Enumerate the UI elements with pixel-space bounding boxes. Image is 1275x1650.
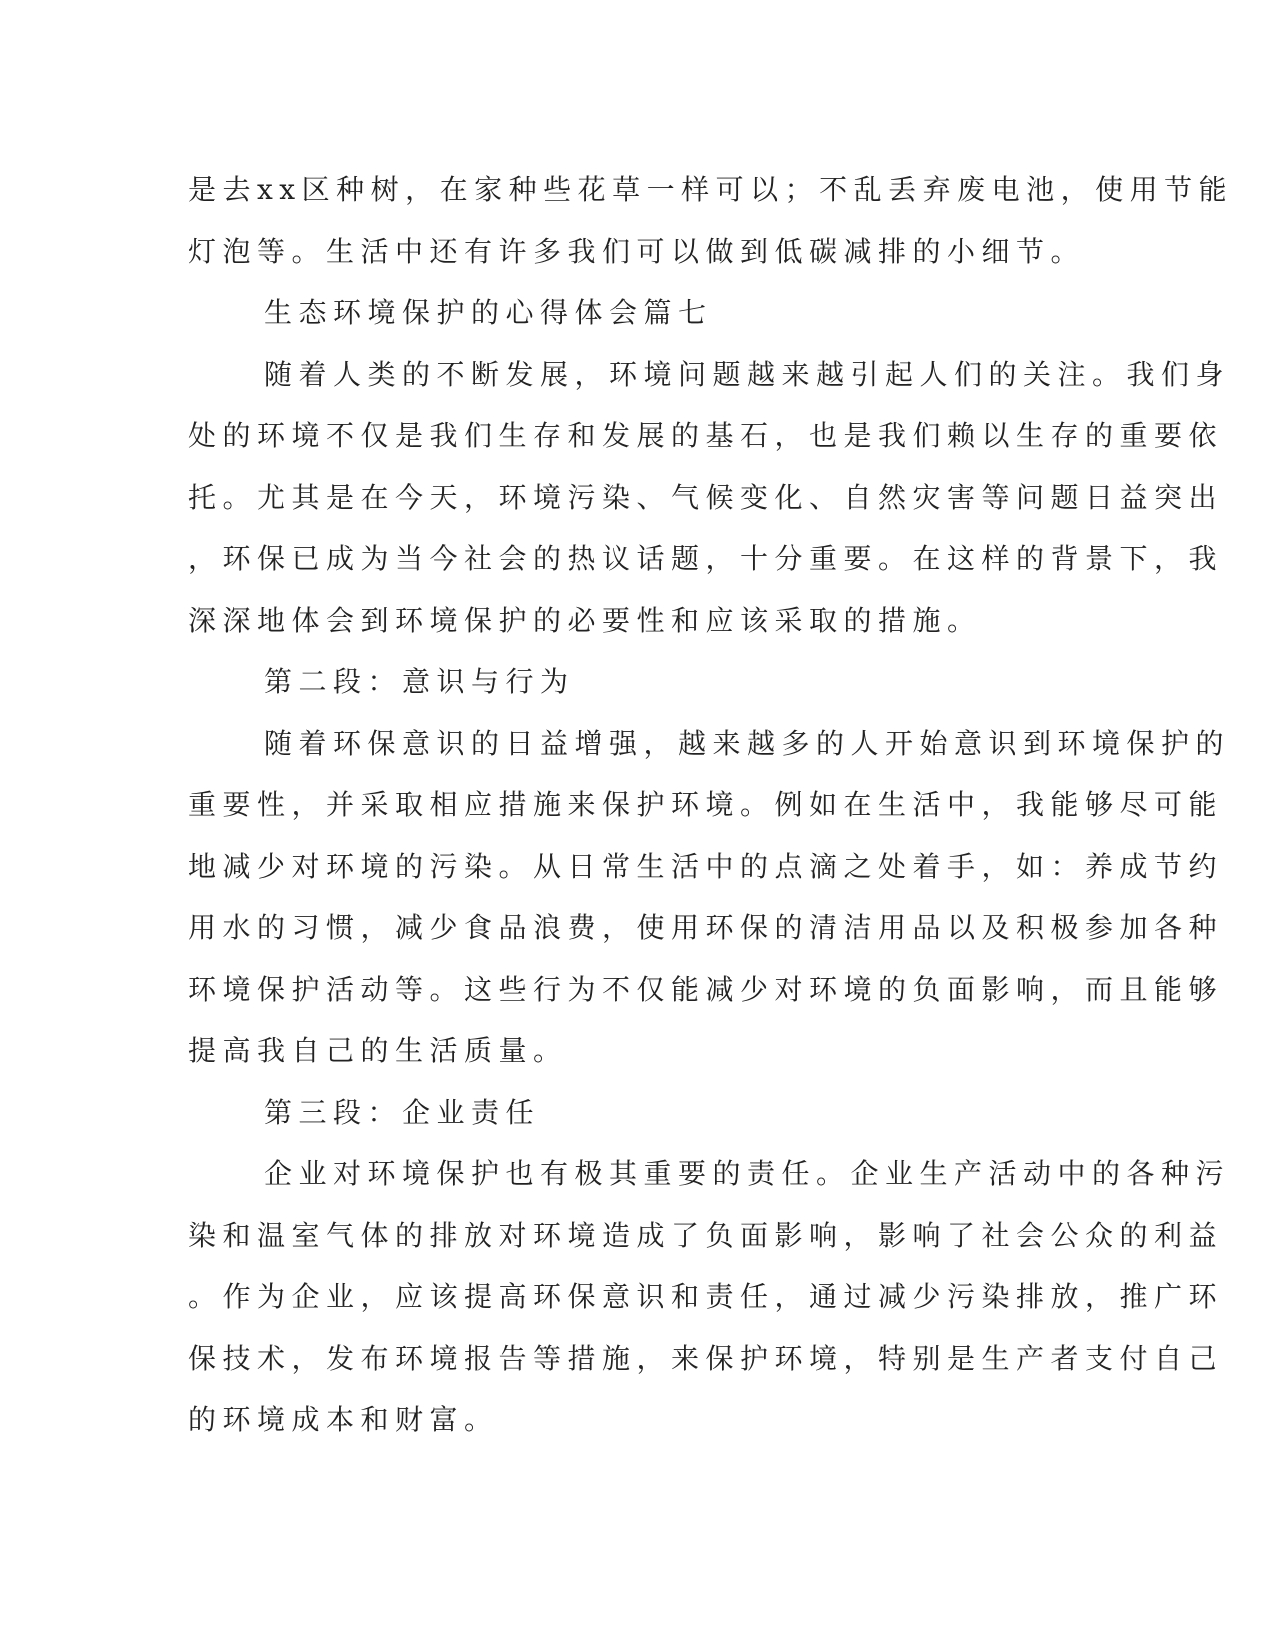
text-line: 是去xx区种树，在家种些花草一样可以；不乱丢弃废电池，使用节能 — [188, 173, 1234, 206]
text-line: 第二段：意识与行为 — [264, 665, 575, 698]
text-line: 处的环境不仅是我们生存和发展的基石，也是我们赖以生存的重要依 — [188, 419, 1224, 452]
text-line: 环境保护活动等。这些行为不仅能减少对环境的负面影响，而且能够 — [188, 972, 1224, 1006]
text-line: 的环境成本和财富。 — [188, 1403, 499, 1436]
document-body — [188, 159, 1234, 1451]
text-line: 用水的习惯，减少食品浪费，使用环保的清洁用品以及积极参加各种 — [188, 911, 1224, 944]
text-line: 保技术，发布环境报告等措施，来保护环境，特别是生产者支付自己 — [188, 1341, 1224, 1375]
text-line: 随着人类的不断发展，环境问题越来越引起人们的关注。我们身 — [264, 357, 1231, 391]
text-line: 。作为企业，应该提高环保意识和责任，通过减少污染排放，推广环 — [188, 1280, 1224, 1313]
text-line: 生态环境保护的心得体会篇七 — [264, 296, 713, 329]
text-line: 地减少对环境的污染。从日常生活中的点滴之处着手，如：养成节约 — [188, 849, 1224, 883]
text-line: 染和温室气体的排放对环境造成了负面影响，影响了社会公众的利益 — [188, 1218, 1224, 1252]
text-line: 重要性，并采取相应措施来保护环境。例如在生活中，我能够尽可能 — [188, 788, 1224, 821]
text-line: 提高我自己的生活质量。 — [188, 1034, 568, 1067]
text-line: 企业对环境保护也有极其重要的责任。企业生产活动中的各种污 — [264, 1157, 1231, 1190]
text-line: 灯泡等。生活中还有许多我们可以做到低碳减排的小细节。 — [188, 234, 1086, 268]
text-line: 随着环保意识的日益增强，越来越多的人开始意识到环境保护的 — [264, 726, 1231, 760]
text-line: 第三段：企业责任 — [264, 1095, 541, 1129]
text-line: 深深地体会到环境保护的必要性和应该采取的措施。 — [188, 603, 982, 637]
text-line: 托。尤其是在今天，环境污染、气候变化、自然灾害等问题日益突出 — [188, 480, 1224, 514]
text-line: ，环保已成为当今社会的热议话题，十分重要。在这样的背景下，我 — [188, 542, 1224, 575]
